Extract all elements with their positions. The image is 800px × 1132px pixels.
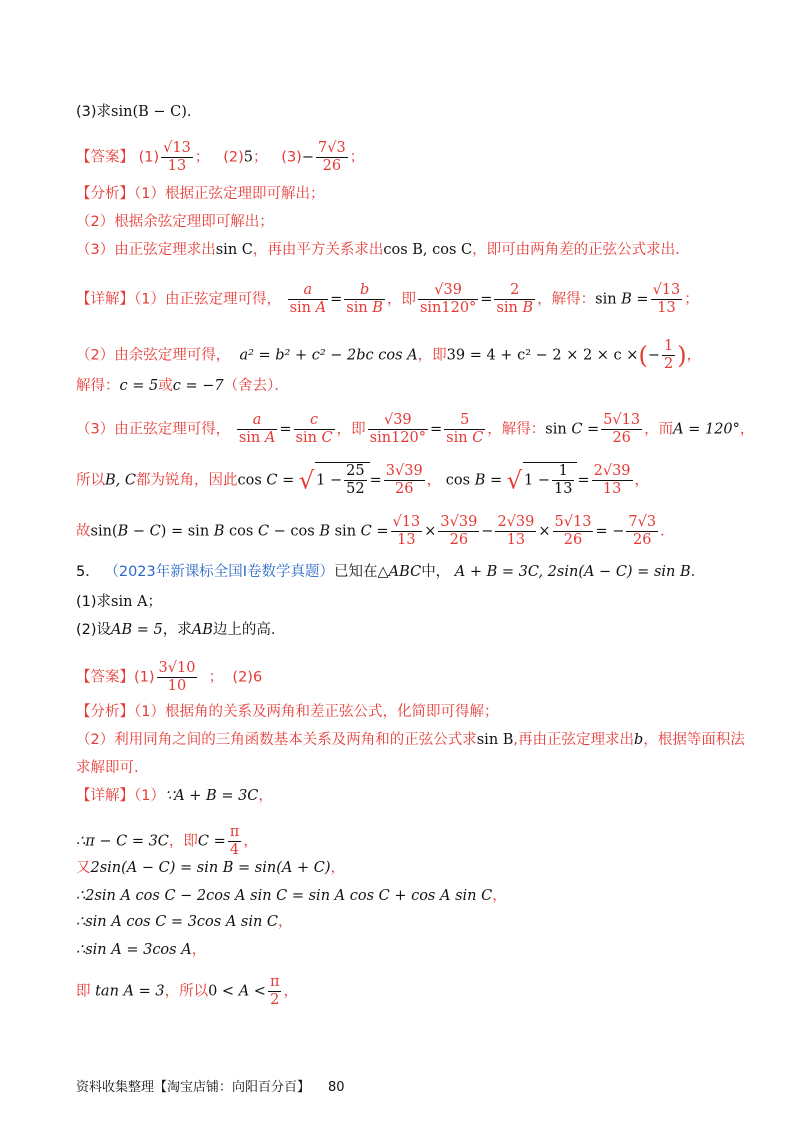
- analysis-text: 求解即可.: [76, 760, 139, 776]
- q3-expression: sin(B − C): [111, 104, 187, 120]
- fraction-denominator: 13: [167, 158, 187, 174]
- analysis-text: ，即可由两角差的正弦公式求出．: [472, 242, 690, 258]
- detail-text: ，而: [644, 421, 674, 438]
- math-expression: sin C: [215, 242, 253, 258]
- answer-1-fraction: [157, 660, 198, 695]
- detail-text: ，: [492, 888, 507, 904]
- question-text: 已知在: [334, 564, 378, 580]
- detail-text: 解得：: [76, 378, 120, 394]
- math-expression: a² = b² + c² − 2bc cos A: [239, 347, 418, 364]
- fraction-numerator: √13: [163, 140, 191, 156]
- footer-text: 资料收集整理【淘宝店铺：向阳百分百】: [76, 1080, 311, 1095]
- detail-4-line-4: （3）由正弦定理可得， $\frac{a}{\text{sin A}}$ = $\frac{c}{\text{sin C}}$ ，即 $\frac{√39}{\sin 120^\circ}$ = $\frac{5}{\text{sin C}}$ ，解得：sin C = $\frac{5√13}{26}$ ，而A = 120°，: [76, 412, 755, 446]
- answer-3-fraction: [316, 140, 348, 175]
- detail-text: ，解得：: [537, 291, 596, 308]
- detail-text: ，即: [336, 421, 366, 438]
- separator: ；: [194, 149, 210, 166]
- analysis-text: （2）利用同角之间的三角函数基本关系及两角和的正弦公式求: [76, 732, 477, 748]
- question-text: 边上的高．: [212, 622, 286, 638]
- detail-4-line-6: 故sin(B − C) = sin B cos C − cos B sin C = $\frac{√13}{13}$ × $\frac{3√39}{26}$ − $\frac{2√39}{13}$ × $\frac{5√13}{26}$ = − $\frac{7√3}{26}$ ．: [76, 514, 675, 548]
- fraction: $\frac{5√13}{26}$: [603, 412, 641, 446]
- answer-part-2-label: (2): [223, 149, 244, 166]
- fraction: $\frac{a}{\text{sin A}}$: [238, 412, 276, 446]
- detail-label: 【详解】: [76, 291, 134, 308]
- detail-text: ，: [278, 914, 293, 930]
- math-expression: ∵A + B = 3C: [164, 788, 259, 804]
- math-expression: 39 = 4 + c² − 2 × 2 × c ×: [446, 347, 639, 364]
- math-expression: ∴π − C = 3C: [76, 833, 169, 850]
- detail-text: （1）由正弦定理可得，: [134, 291, 281, 308]
- detail-text: 都为锐角，因此: [135, 472, 238, 489]
- analysis-label: 【分析】: [76, 704, 134, 720]
- analysis-text: ，根据等面积法: [643, 732, 745, 748]
- detail-text: ，: [191, 942, 207, 958]
- math-expression: sin B: [476, 732, 514, 748]
- analysis-4-line-3: [76, 240, 740, 260]
- answer-part-1-label: (1): [134, 669, 155, 686]
- analysis-4-line-1: [76, 184, 740, 204]
- fraction-denominator: 10: [167, 678, 187, 694]
- detail-text: 所以: [76, 472, 105, 489]
- detail-text: 即: [76, 983, 91, 1000]
- analysis-text: ,再由正弦定理求出: [513, 732, 635, 748]
- detail-5-line-7: 即 tan A = 3，所以0 < A < $\frac{\pi}{2}$ ，: [76, 974, 298, 1008]
- detail-5-line-3: [76, 858, 740, 878]
- math-expression: ∴2sin A cos C − 2cos A sin C = sin A cos C + cos A sin C: [76, 888, 493, 904]
- detail-text: ，所以: [164, 983, 209, 1000]
- answer-part-2: (2)6: [232, 669, 263, 686]
- detail-4-line-2: （2）由余弦定理可得， a² = b² + c² − 2bc cos A，即39 = 4 + c² − 2 × 2 × c ×(− $\frac{1}{2}$ )，: [76, 338, 702, 372]
- fraction: $\frac{2}{\text{sin B}}$: [496, 282, 534, 316]
- analysis-5-line-3: [76, 758, 740, 778]
- fraction: $\frac{a}{\text{sin A}}$: [289, 282, 327, 316]
- question-text: (1)求: [76, 594, 112, 610]
- question-source: （2023年新课标全国Ⅰ卷数学真题）: [104, 564, 335, 580]
- question-text: (2)设: [76, 622, 112, 638]
- fraction: $\frac{2√39}{13}$: [593, 463, 631, 497]
- question-4-part-3: [76, 102, 740, 122]
- math-expression: tan A = 3: [95, 983, 165, 1000]
- detail-5-line-4: [76, 886, 740, 906]
- detail-text: （2）由余弦定理可得，: [76, 347, 231, 364]
- question-text: ；: [147, 594, 163, 610]
- analysis-5-line-2: [76, 730, 745, 750]
- q3-label: (3)求: [76, 104, 112, 120]
- fraction: $\frac{√39}{\sin 120^\circ}$: [419, 282, 477, 316]
- detail-text: ；: [684, 291, 699, 308]
- detail-text: 又: [76, 860, 91, 876]
- detail-5-line-2: ∴π − C = 3C，即C = $\frac{\pi}{4}$ ，: [76, 824, 258, 858]
- math-expression: A = 120°: [673, 421, 740, 438]
- answer-4: [76, 140, 740, 175]
- fraction: $\frac{\pi}{2}$: [269, 974, 280, 1008]
- detail-text: ，即: [168, 833, 198, 850]
- math-expression: cos B, cos C: [383, 242, 473, 258]
- math-expression: b: [634, 732, 644, 748]
- detail-4-line-1: 【详解】（1）由正弦定理可得， $\frac{a}{\text{sin A}}$ = $\frac{b}{\text{sin B}}$ ，即 $\frac{√39}{\sin 120^\circ}$ = $\frac{2}{\text{sin B}}$ ，解得：sin B = $\frac{√13}{13}$ ；: [76, 282, 699, 316]
- math-expression: A + B = 3C, 2sin(A − C) = sin B: [454, 564, 691, 580]
- math-expression: AB = 5: [111, 622, 163, 638]
- fraction: $\frac{\pi}{4}$: [229, 824, 240, 858]
- detail-text: ，即: [417, 347, 447, 364]
- detail-4-line-5: 所以B, C都为锐角，因此cos C = √ 1 − $\frac{25}{52}$ = $\frac{3√39}{26}$ ， cos B = √ 1 − $\frac{1}{13}$ = $\frac{2√39}{13}$ ，: [76, 463, 650, 497]
- detail-text: ，即: [386, 291, 416, 308]
- math-expression: sin A: [111, 594, 148, 610]
- fraction: $\frac{c}{\text{sin C}}$: [295, 412, 333, 446]
- detail-5-line-1: [76, 786, 740, 806]
- question-5-part-2: [76, 620, 740, 640]
- math-expression: c = 5: [119, 378, 159, 394]
- answer-part-1-label: (1): [138, 149, 160, 166]
- detail-text: 或: [158, 378, 173, 394]
- detail-text: ，: [330, 860, 345, 876]
- fraction: $\frac{5}{\text{sin C}}$: [446, 412, 484, 446]
- fraction: $\frac{√13}{13}$: [652, 282, 681, 316]
- answer-label: 【答案】: [76, 669, 134, 686]
- question-text: ，求: [162, 622, 192, 638]
- q3-end: .: [186, 104, 192, 120]
- fraction: $\frac{3√39}{26}$: [385, 463, 423, 497]
- analysis-text: （1）根据正弦定理即可解出；: [134, 186, 325, 202]
- analysis-5-line-1: [76, 702, 740, 722]
- fraction: $\frac{1}{2}$: [663, 338, 674, 372]
- detail-text: ，: [739, 421, 755, 438]
- fraction-denominator: 26: [322, 158, 342, 174]
- detail-text: ．: [660, 523, 675, 540]
- answer-1-fraction: [161, 140, 193, 175]
- fraction: $\frac{b}{\text{sin B}}$: [346, 282, 383, 316]
- detail-text: ，: [283, 983, 298, 1000]
- detail-text: ，解得：: [487, 421, 546, 438]
- detail-text: 故: [76, 523, 91, 540]
- fraction: $\frac{√39}{\sin 120^\circ}$: [369, 412, 426, 446]
- detail-text: ，: [243, 833, 258, 850]
- math-expression: c = −7: [172, 378, 224, 394]
- detail-text: ，: [258, 788, 273, 804]
- analysis-4-line-2: [76, 212, 740, 232]
- analysis-text: （3）由正弦定理求出: [76, 242, 216, 258]
- analysis-text: （2）根据余弦定理即可解出；: [76, 214, 274, 230]
- math-expression: △ABC: [377, 564, 422, 580]
- fraction-numerator: 3√10: [158, 660, 196, 676]
- answer-part-3-label: (3): [281, 149, 302, 166]
- analysis-label: 【分析】: [76, 186, 134, 202]
- answer-5: [76, 660, 740, 695]
- question-5-stem: [76, 562, 740, 582]
- minus-sign: −: [301, 149, 314, 166]
- detail-text: ，: [634, 472, 650, 489]
- analysis-text: （1）根据角的关系及两角和差正弦公式，化简即可得解；: [134, 704, 499, 720]
- math-expression: 2sin(A − C) = sin B = sin(A + C): [90, 860, 331, 876]
- question-text: 中，: [421, 564, 451, 580]
- detail-text: （1）: [134, 788, 165, 804]
- detail-text: （3）由正弦定理可得，: [76, 421, 231, 438]
- question-text: ．: [690, 564, 706, 580]
- detail-4-line-3: [76, 376, 740, 396]
- math-expression: ∴sin A = 3cos A: [76, 942, 192, 958]
- math-expression: B, C: [105, 472, 136, 489]
- detail-label: 【详解】: [76, 788, 134, 804]
- separator: ；: [252, 149, 268, 166]
- separator: ；: [208, 669, 224, 686]
- page-number: 80: [328, 1080, 345, 1095]
- detail-5-line-5: [76, 912, 740, 932]
- detail-5-line-6: [76, 940, 740, 960]
- page-footer: [76, 1076, 345, 1095]
- answer-2-value: 5: [243, 149, 253, 166]
- detail-text: （舍去）．: [223, 378, 289, 394]
- separator: ；: [349, 149, 365, 166]
- analysis-text: ，再由平方关系求出: [252, 242, 384, 258]
- math-expression: ∴sin A cos C = 3cos A sin C: [76, 914, 279, 930]
- question-number: 5．: [76, 564, 100, 580]
- answer-label: 【答案】: [76, 149, 134, 166]
- fraction-numerator: 7√3: [318, 140, 346, 156]
- detail-text: ，: [686, 347, 702, 364]
- math-expression: AB: [191, 622, 213, 638]
- question-5-part-1: [76, 592, 740, 612]
